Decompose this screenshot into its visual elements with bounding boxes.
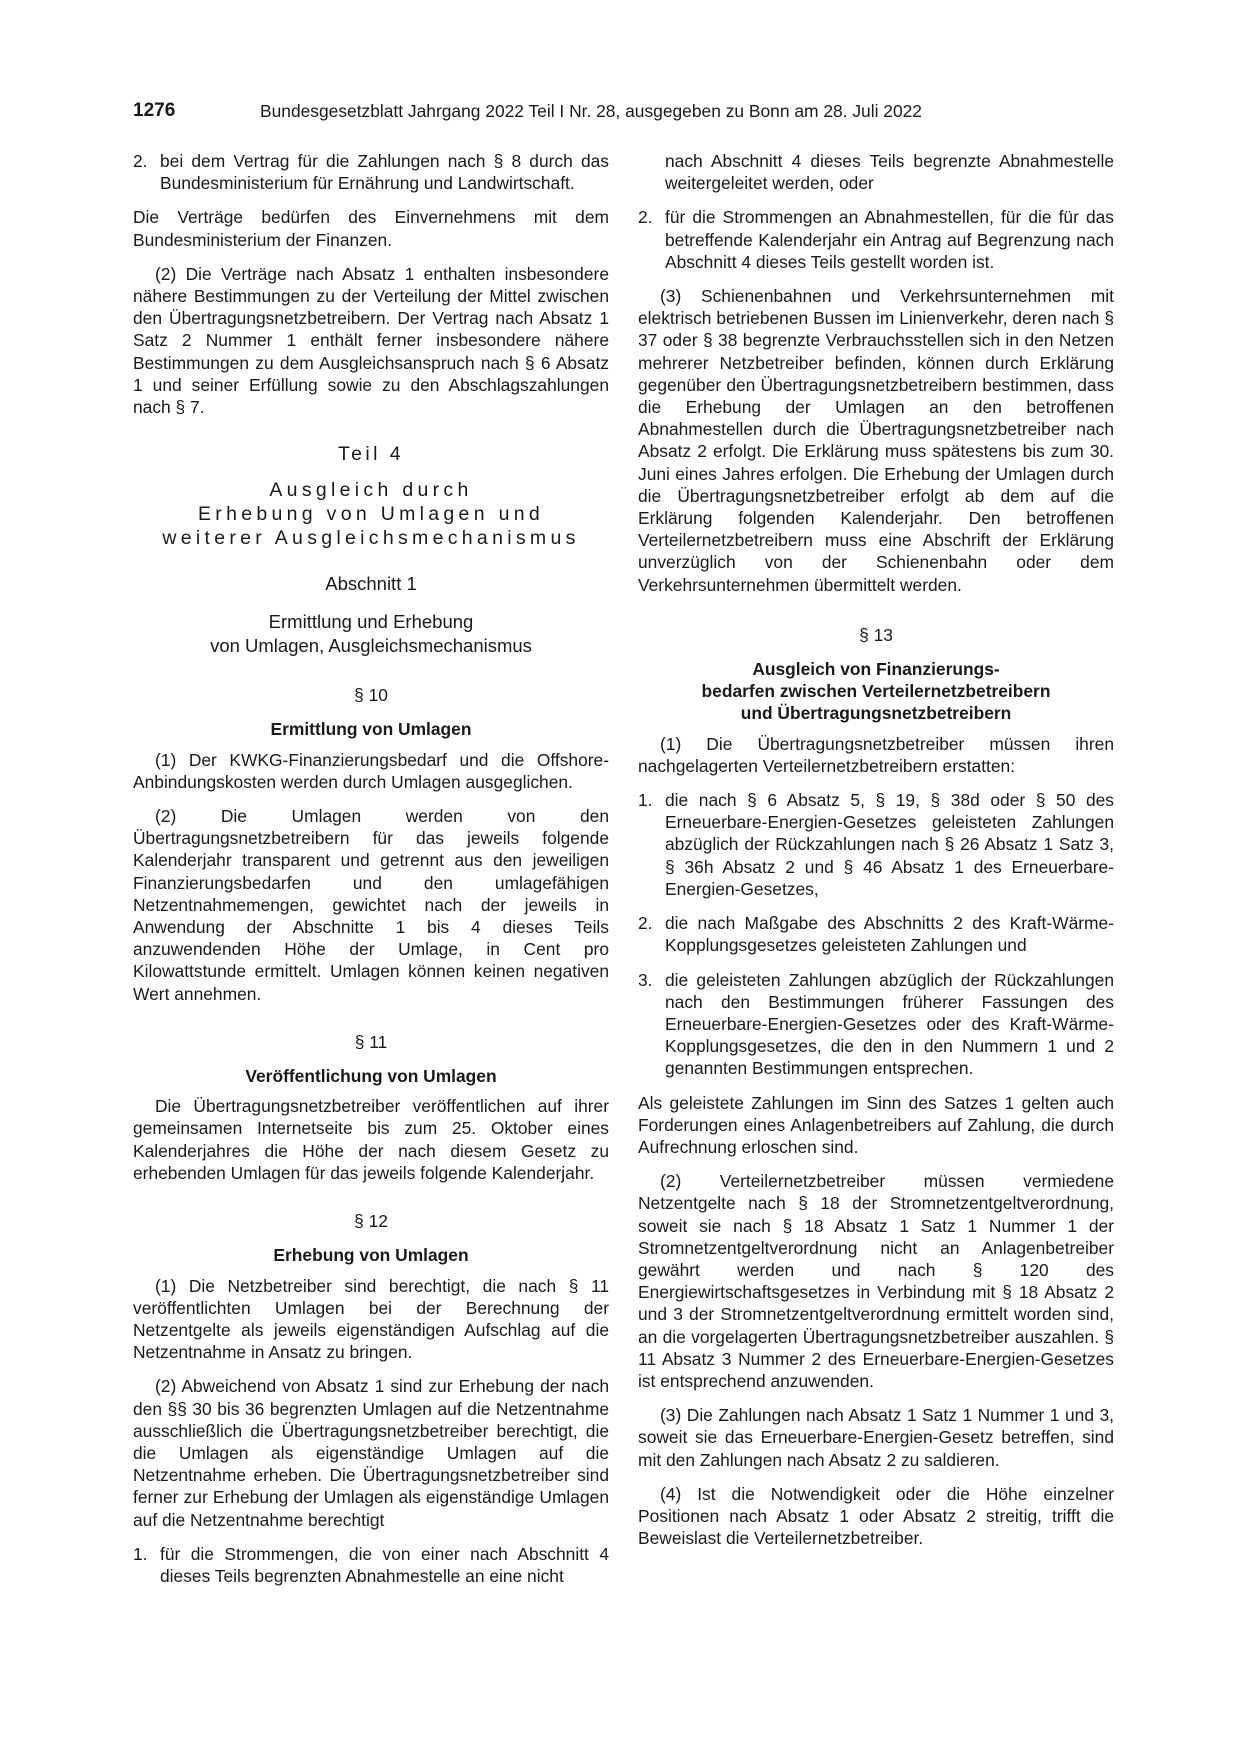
list-item-number: 2.	[638, 207, 653, 228]
list-item-text: für die Strommengen an Abnahmestellen, für die für das betreffende Kalenderjahr ein Antrag auf Begrenzung nach Abschnitt 4 dieses Teils gestellt worden ist.	[665, 207, 1114, 272]
paragraph: (1) Die Übertragungsnetzbetreiber müssen ihren nachgelagerten Verteilernetzbetreibern erstatten:	[638, 733, 1114, 776]
paragraph-number: § 11	[354, 1031, 388, 1052]
paragraph-number: § 13	[859, 624, 893, 645]
list-item-number: 2.	[638, 913, 653, 934]
list-item	[638, 912, 1114, 956]
part-title	[133, 478, 609, 550]
paragraph-heading-line: bedarfen zwischen Verteilernetzbetreibern	[701, 681, 1051, 702]
list-item	[638, 789, 1114, 900]
paragraph-heading-line: und Übertragungsnetzbetreibern	[740, 703, 1012, 724]
paragraph: (3) Schienenbahnen und Verkehrsunternehmen mit elektrisch betriebenen Bussen im Linienverkehr, deren nach § 37 oder § 38 begrenzte Verbrauchsstellen sich in den Netzen mehrerer Netzbetreiber befinden, können durch Erklärung gegenüber den Übertragungsnetzbetreibern bestimmen, dass die Erhebung der Umlagen an den betroffenen Abnahmestellen durch die Übertragungsnetzbetreiber nach Absatz 2 erfolgt. Die Erklärung muss spätestens bis zum 30. Juni eines Jahres erfolgen. Die Erhebung der Umlagen durch die Übertragungsnetzbetreiber erfolgt ab dem auf die Erklärung folgenden Kalenderjahr. Den betroffenen Verteilernetzbetreibern muss eine Abschrift der Erklärung unverzüglich von der Schienenbahn oder dem Verkehrsunternehmen übermittelt werden.	[638, 286, 1114, 595]
section-label: Abschnitt 1	[325, 573, 417, 595]
part-title-line: Erhebung von Umlagen und	[197, 503, 545, 526]
paragraph-heading: Ermittlung von Umlagen	[270, 719, 472, 740]
section-title	[133, 610, 609, 658]
list-item-number: 3.	[638, 969, 653, 990]
list-item	[638, 969, 1114, 1080]
list-item-number: 1.	[133, 1543, 148, 1564]
paragraph: Als geleistete Zahlungen im Sinn des Satzes 1 gelten auch Forderungen eines Anlagenbetreibers auf Zahlung, die durch Aufrechnung erloschen sind.	[638, 1092, 1114, 1157]
paragraph: (2) Die Umlagen werden von den Übertragungsnetzbetreibern für das jeweils folgende Kalenderjahr transparent und getrennt aus den jeweiligen Finanzierungsbedarfen und den umlagefähigen Netzentnahmemengen, gewichtet nach der jeweils in Anwendung der Abschnitte 1 bis 4 dieses Teils anzuwendenden Höhe der Umlage, in Cent pro Kilowattstunde ermittelt. Umlagen können keinen negativen Wert annehmen.	[133, 806, 609, 1004]
paragraph-heading: Erhebung von Umlagen	[273, 1245, 469, 1266]
left-column	[133, 150, 609, 1599]
paragraph: (4) Ist die Notwendigkeit oder die Höhe einzelner Positionen nach Absatz 1 oder Absatz 2 streitig, trifft die Beweislast die Verteilernetzbetreiber.	[638, 1483, 1114, 1549]
paragraph-number: § 10	[354, 685, 388, 706]
list-item	[638, 206, 1114, 273]
list-item-number: 1.	[638, 790, 653, 811]
paragraph: (2) Abweichend von Absatz 1 sind zur Erhebung der nach den §§ 30 bis 36 begrenzten Umlagen auf die Netzentnahme ausschließlich die Übertragungsnetzbetreiber berechtigt, die die Umlagen als eigenständige Umlagen auf die Netzentnahme erheben. Die Übertragungsnetzbetreiber sind ferner zur Erhebung der Umlagen als eigenständige Umlagen auf die Netzentnahme berechtigt	[133, 1376, 609, 1530]
paragraph: Die Übertragungsnetzbetreiber veröffentlichen auf ihrer gemeinsamen Internetseite bis zum 25. Oktober eines Kalenderjahres die Höhe der nach diesem Gesetz zu erhebenden Umlagen für das jeweils folgende Kalenderjahr.	[133, 1096, 609, 1183]
list-item-text: für die Strommengen, die von einer nach Abschnitt 4 dieses Teils begrenzten Abnahmestelle an eine nicht	[160, 1543, 609, 1586]
section-title-line: von Umlagen, Ausgleichsmechanismus	[210, 635, 532, 657]
paragraph-heading	[638, 658, 1114, 725]
section-title-line: Ermittlung und Erhebung	[268, 611, 474, 633]
list-item-text: die nach § 6 Absatz 5, § 19, § 38d oder § 50 des Erneuerbare-Energien-Gesetzes geleisteten Zahlungen abzüglich der Rückzahlungen nach § 26 Absatz 1 Satz 3, § 36h Absatz 2 und § 46 Absatz 1 des Erneuerbare-Energien-Gesetzes,	[665, 790, 1114, 899]
paragraph-number: § 12	[354, 1211, 388, 1232]
list-item-continuation: nach Abschnitt 4 dieses Teils begrenzte Abnahmestelle weitergeleitet werden, oder	[665, 151, 1114, 194]
list-item-text: die geleisteten Zahlungen abzüglich der Rückzahlungen nach den Bestimmungen früherer Fassungen des Erneuerbare-Energien-Gesetzes oder des Kraft-Wärme-Kopplungsgesetzes, die den in den Nummern 1 und 2 genannten Bestimmungen entsprechen.	[665, 969, 1114, 1079]
list-item-text: bei dem Vertrag für die Zahlungen nach § 8 durch das Bundesministerium für Ernährung und Landwirtschaft.	[160, 151, 609, 194]
paragraph-heading-line: Ausgleich von Finanzierungs-	[752, 659, 1000, 680]
part-title-line: Ausgleich durch	[269, 479, 473, 502]
page-number: 1276	[133, 100, 176, 121]
part-title-line: weiterer Ausgleichsmechanismus	[162, 527, 580, 550]
paragraph: (1) Die Netzbetreiber sind berechtigt, die nach § 11 veröffentlichten Umlagen bei der Berechnung der Netzentgelte als jeweils eigenständigen Aufschlag auf die Netzentnahme in Ansatz zu bringen.	[133, 1275, 609, 1363]
paragraph-heading: Veröffentlichung von Umlagen	[245, 1066, 497, 1087]
list-item	[133, 1543, 609, 1587]
paragraph: (2) Verteilernetzbetreiber müssen vermiedene Netzentgelte nach § 18 der Stromnetzentgeltverordnung, soweit sie nach § 18 Absatz 1 Satz 1 Nummer 1 der Stromnetzentgeltverordnung nicht an Anlagenbetreiber gewährt werden und nach § 120 des Energiewirtschaftsgesetzes in Verbindung mit § 18 Absatz 2 und 3 der Stromnetzentgeltverordnung ermittelt worden sind, an die vorgelagerten Übertragungsnetzbetreiber auszahlen. § 11 Absatz 3 Nummer 2 des Erneuerbare-Energien-Gesetzes ist entsprechend anzuwenden.	[638, 1171, 1114, 1391]
paragraph: Die Verträge bedürfen des Einvernehmens mit dem Bundesministerium der Finanzen.	[133, 207, 609, 250]
header-title: Bundesgesetzblatt Jahrgang 2022 Teil I Nr. 28, ausgegeben zu Bonn am 28. Juli 2022	[260, 101, 922, 121]
list-item	[133, 150, 609, 194]
list-item-number: 2.	[133, 151, 148, 171]
page-header	[133, 100, 1113, 126]
paragraph: (2) Die Verträge nach Absatz 1 enthalten insbesondere nähere Bestimmungen zu der Verteilung der Mittel zwischen den Übertragungsnetzbetreibern. Der Vertrag nach Absatz 1 Satz 2 Nummer 1 enthält ferner insbesondere nähere Bestimmungen zu dem Ausgleichsanspruch nach § 6 Absatz 1 und seiner Erfüllung sowie zu den Abschlagszahlungen nach § 7.	[133, 263, 609, 418]
paragraph: (3) Die Zahlungen nach Absatz 1 Satz 1 Nummer 1 und 3, soweit sie das Erneuerbare-Energien-Gesetz betreffen, sind mit den Zahlungen nach Absatz 2 zu saldieren.	[638, 1405, 1114, 1470]
list-item-text: die nach Maßgabe des Abschnitts 2 des Kraft-Wärme-Kopplungsgesetzes geleisteten Zahlungen und	[665, 913, 1114, 956]
paragraph: (1) Der KWKG-Finanzierungsbedarf und die Offshore-Anbindungskosten werden durch Umlagen ausgeglichen.	[133, 749, 609, 792]
part-label: Teil 4	[338, 443, 404, 466]
right-column	[638, 150, 1114, 1561]
